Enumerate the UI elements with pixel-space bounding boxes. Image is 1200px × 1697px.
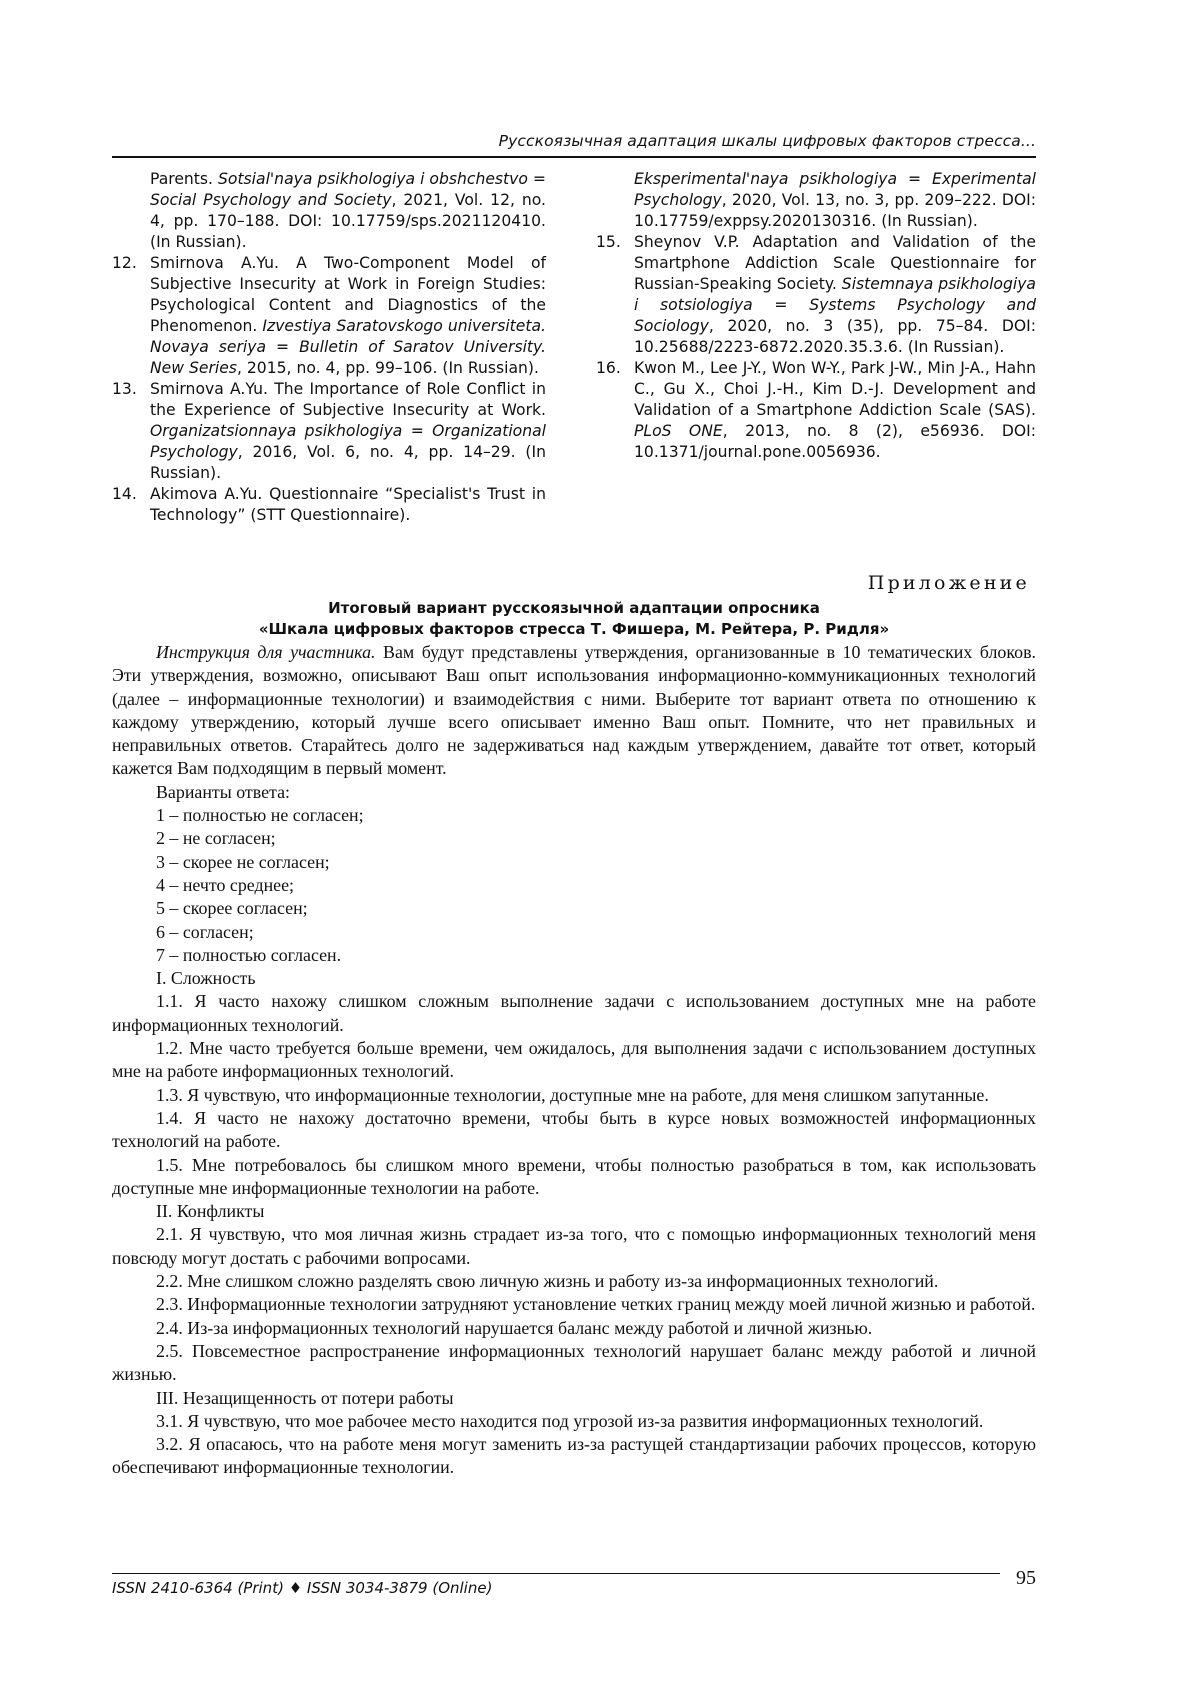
- reference-body: [150, 169, 546, 253]
- references-left-column: [112, 169, 546, 526]
- answer-option: 5 – скорее согласен;: [156, 898, 308, 919]
- reference-journal: Sotsial'naya psikhologiya i obshchestvo = Social Psychology and Society: [150, 170, 546, 209]
- appendix-body: [112, 641, 1036, 1480]
- answer-option: 6 – согласен;: [156, 921, 254, 942]
- statement-item: 2.4. Из-за информационных технологий нарушается баланс между работой и личной жизнью.: [156, 1317, 873, 1338]
- instruction-text: Вам будут представлены утверждения, организованные в 10 тематических блоков. Эти утверждения, возможно, описывают Ваш опыт использования информационно-коммуникационных технологий (далее – информационные технологии) и взаимодействия с ними. Выберите тот вариант ответа по отношению к каждому утверждению, который лучше всего описывает именно Ваш опыт. Помните, что нет правильных и неправильных ответов. Старайтесь долго не задерживаться над каждым утверждением, давайте тот ответ, который кажется Вам подходящим в первый момент.: [112, 642, 1036, 779]
- reference-text: Smirnova A.Yu. The Importance of Role Conflict in the Experience of Subjective Insecurity at Work.: [150, 380, 546, 419]
- reference-item: [596, 358, 1036, 463]
- reference-journal: PLoS ONE: [634, 422, 723, 440]
- reference-text: , 2013, no. 8 (2), e56936. DOI: 10.1371/journal.pone.0056936.: [634, 422, 1037, 461]
- reference-item: [112, 169, 546, 253]
- appendix-title-line: «Шкала цифровых факторов стресса Т. Фишера, М. Рейтера, Р. Ридля»: [258, 620, 890, 638]
- reference-text: , 2021, Vol. 12, no. 4, pp. 170–188. DOI: 10.17759/sps.2021120410. (In Russian).: [150, 191, 546, 251]
- statement-item: 1.5. Мне потребовалось бы слишком много времени, чтобы полностью разобраться в том, как использовать доступные мне информационные технологии на работе.: [112, 1154, 1036, 1198]
- reference-body: [150, 379, 546, 484]
- footer-rule: [112, 1573, 1000, 1574]
- answer-option: 1 – полностью не согласен;: [156, 805, 364, 826]
- appendix-label: Приложение: [867, 572, 1030, 594]
- answer-option: 4 – нечто среднее;: [156, 874, 295, 895]
- reference-text: Akimova A.Yu. Questionnaire “Specialist's Trust in Technology” (STT Questionnaire).: [150, 485, 546, 524]
- footer-issn: ISSN 2410-6364 (Print) ♦ ISSN 3034-3879 (Online): [112, 1579, 493, 1597]
- references-right-column: [596, 169, 1036, 463]
- reference-journal: Izvestiya Saratovskogo universiteta. Novaya seriya = Bulletin of Saratov University. New Series: [150, 317, 547, 377]
- instruction-label: Инструкция для участника.: [156, 642, 376, 662]
- reference-body: [150, 484, 546, 526]
- page-number: 95: [1016, 1567, 1036, 1589]
- reference-journal: Eksperimental'naya psikhologiya = Experimental Psychology: [634, 170, 1036, 209]
- reference-text: , 2020, no. 3 (35), pp. 75–84. DOI: 10.25688/2223-6872.2020.35.3.6. (In Russian).: [634, 317, 1036, 356]
- options-heading: Варианты ответа:: [156, 781, 290, 802]
- reference-number: 14.: [112, 485, 137, 503]
- reference-body: [634, 169, 1036, 232]
- statement-item: 1.3. Я чувствую, что информационные технологии, доступные мне на работе, для меня слишком запутанные.: [156, 1084, 989, 1105]
- reference-text: Kwon M., Lee J-Y., Won W-Y., Park J-W., Min J-A., Hahn C., Gu X., Choi J.-H., Kim D.-J. Development and Validation of a Smartphone Addiction Scale (SAS).: [634, 359, 1036, 419]
- reference-item: [112, 253, 546, 379]
- answer-option: 2 – не согласен;: [156, 828, 276, 849]
- statement-item: 2.3. Информационные технологии затрудняют установление четких границ между моей личной жизнью и работой.: [156, 1294, 1036, 1315]
- statement-item: 2.5. Повсеместное распространение информационных технологий нарушает баланс между работой и личной жизнью.: [112, 1340, 1036, 1385]
- reference-number: 15.: [596, 233, 621, 251]
- section-heading: I. Сложность: [156, 968, 256, 989]
- reference-body: [150, 253, 546, 379]
- reference-item: [596, 232, 1036, 358]
- reference-journal: Sistemnaya psikhologiya i sotsiologiya = Systems Psychology and Sociology: [634, 275, 1036, 335]
- reference-number: 13.: [112, 380, 137, 398]
- statement-item: 1.2. Мне часто требуется больше времени, чем ожидалось, для выполнения задачи с использованием доступных мне на работе информационных технологий.: [112, 1038, 1036, 1082]
- reference-body: [634, 358, 1036, 463]
- reference-text: , 2015, no. 4, pp. 99–106. (In Russian).: [236, 359, 539, 377]
- reference-text: Parents.: [150, 170, 218, 188]
- header-rule: [112, 156, 1036, 158]
- statement-item: 2.1. Я чувствую, что моя личная жизнь страдает из-за того, что с помощью информационных технологий меня повсюду могут достать с рабочими вопросами.: [112, 1224, 1036, 1268]
- reference-text: , 2020, Vol. 13, no. 3, pp. 209–222. DOI: 10.17759/exppsy.2020130316. (In Russian).: [634, 191, 1036, 230]
- answer-option: 3 – скорее не согласен;: [156, 851, 330, 872]
- statement-item: 2.2. Мне слишком сложно разделять свою личную жизнь и работу из-за информационных технологий.: [156, 1271, 939, 1292]
- reference-item: [112, 379, 546, 484]
- reference-text: Sheynov V.P. Adaptation and Validation of the Smartphone Addiction Scale Questionnaire for Russian-Speaking Society.: [634, 233, 1036, 293]
- statement-item: 3.2. Я опасаюсь, что на работе меня могут заменить из-за растущей стандартизации рабочих процессов, которую обеспечивают информационные технологии.: [112, 1434, 1036, 1478]
- reference-number: 12.: [112, 254, 137, 272]
- reference-body: [634, 232, 1036, 358]
- reference-number: 16.: [596, 359, 621, 377]
- appendix-title-line: Итоговый вариант русскоязычной адаптации опросника: [328, 599, 820, 617]
- instruction-paragraph: [112, 641, 1036, 781]
- statement-item: 1.1. Я часто нахожу слишком сложным выполнение задачи с использованием доступных мне на работе информационных технологий.: [112, 991, 1036, 1035]
- statement-item: 1.4. Я часто не нахожу достаточно времени, чтобы быть в курсе новых возможностей информационных технологий на работе.: [112, 1107, 1036, 1152]
- statement-item: 3.1. Я чувствую, что мое рабочее место находится под угрозой из-за развития информационных технологий.: [156, 1410, 984, 1431]
- running-header: Русскоязычная адаптация шкалы цифровых факторов стресса...: [498, 132, 1036, 150]
- reference-journal: Organizatsionnaya psikhologiya = Organizational Psychology: [150, 422, 546, 461]
- answer-option: 7 – полностью согласен.: [156, 944, 342, 965]
- reference-item: [112, 484, 546, 526]
- reference-item: [596, 169, 1036, 232]
- reference-text: Smirnova A.Yu. A Two-Component Model of Subjective Insecurity at Work in Foreign Studies: Psychological Content and Diagnostics of the Phenomenon.: [150, 254, 546, 335]
- appendix-title: [112, 598, 1036, 640]
- section-heading: III. Незащищенность от потери работы: [156, 1387, 454, 1408]
- section-heading: II. Конфликты: [156, 1201, 265, 1222]
- reference-text: , 2016, Vol. 6, no. 4, pp. 14–29. (In Russian).: [150, 443, 546, 482]
